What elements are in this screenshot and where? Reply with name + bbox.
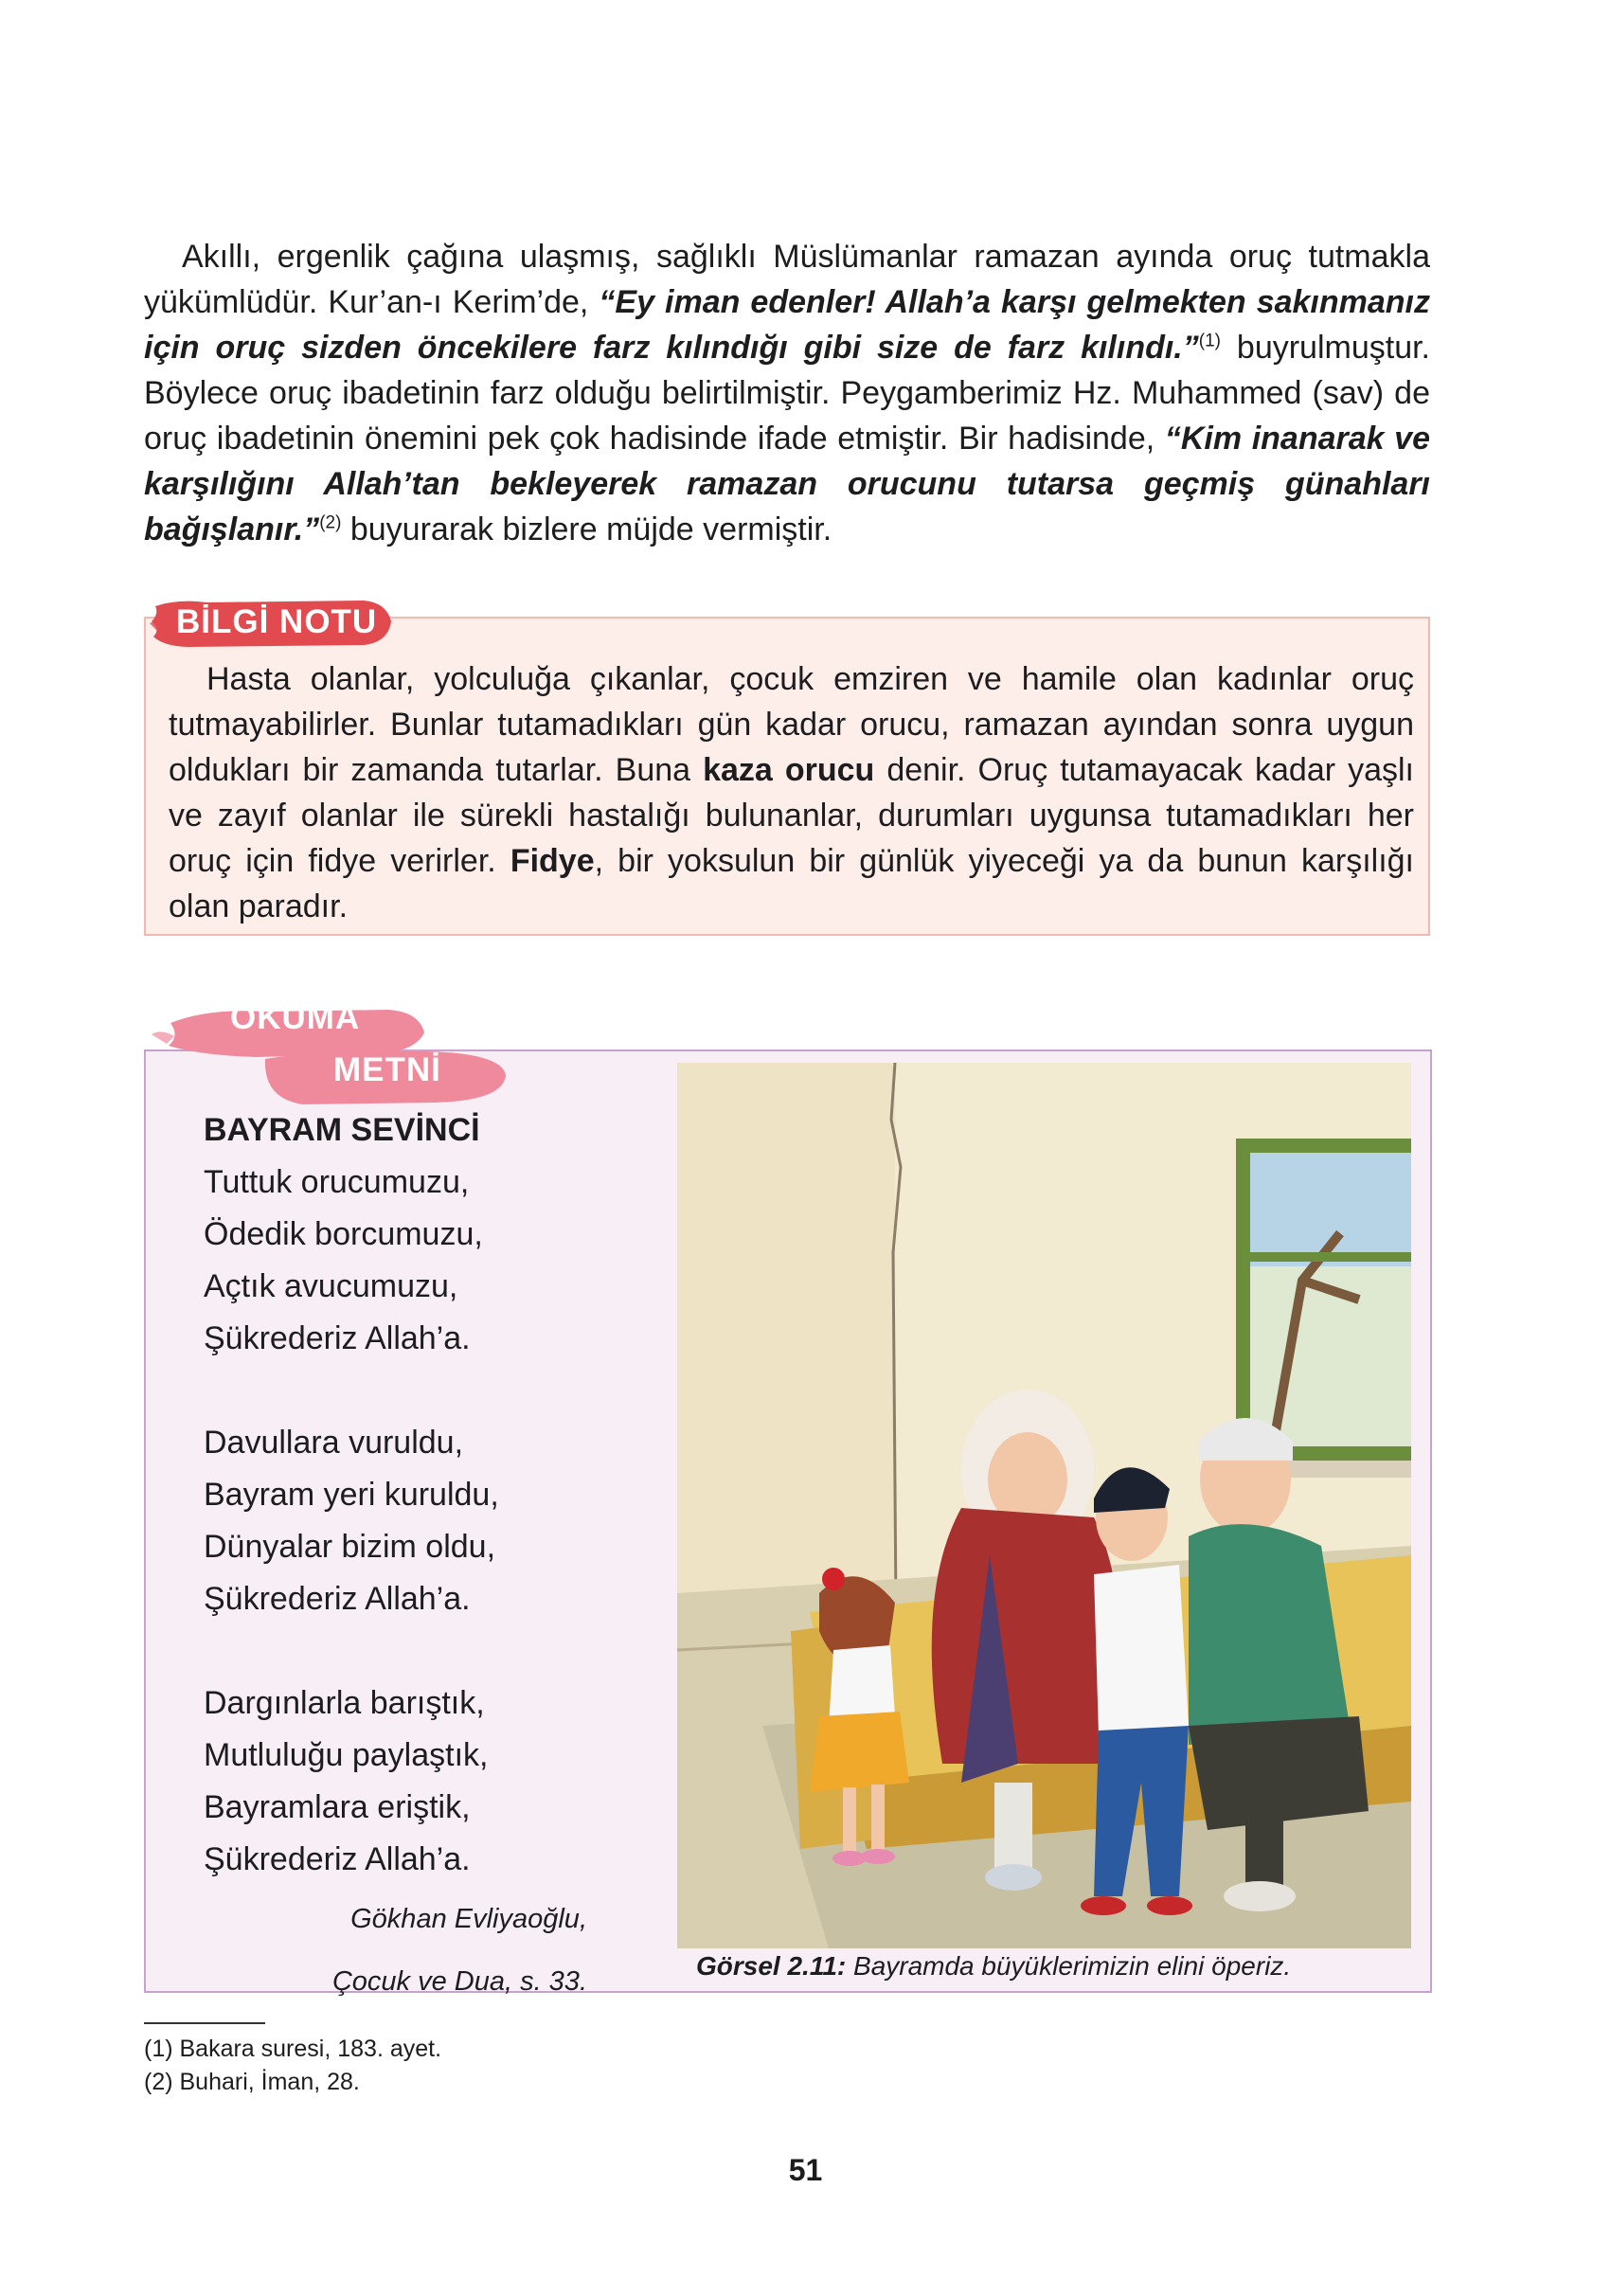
- ayet-quote: “Ey iman edenler! Allah’a karşı gelmekten sakınmanız için oruç sizden öncekilere farz kılındığı gibi size de farz kılındı.”: [144, 284, 1430, 366]
- caption-text: Bayramda büyüklerimizin elini öperiz.: [846, 1951, 1292, 1981]
- poem-line: Dünyalar bizim oldu,: [204, 1529, 496, 1565]
- family-illustration-icon: [677, 1063, 1411, 1948]
- poem-stanza-1: [204, 1157, 677, 1365]
- footnote-1: (1) Bakara suresi, 183. ayet.: [144, 2036, 442, 2062]
- footnote-ref-1[interactable]: (1): [1198, 331, 1221, 351]
- poem-line: Dargınlarla barıştık,: [204, 1685, 485, 1721]
- bilgi-notu-label: BİLGİ NOTU: [176, 603, 378, 640]
- poem-line: Şükrederiz Allah’a.: [204, 1320, 471, 1356]
- poem: [204, 1104, 677, 1938]
- poem-line: Açtık avucumuzu,: [204, 1268, 458, 1304]
- bilgi-text-3: , bir yoksulun bir günlük yiyeceği ya da bunun karşılığı olan paradır.: [169, 843, 1414, 924]
- poem-line: Davullara vuruldu,: [204, 1425, 464, 1461]
- okuma-metni-label-2: METNİ: [333, 1051, 441, 1088]
- footnote-ref-2[interactable]: (2): [319, 512, 342, 533]
- poem-source: Çocuk ve Dua, s. 33.: [331, 1966, 587, 1997]
- bilgi-text-1: Hasta olanlar, yolculuğa çıkanlar, çocuk emziren ve hamile olan kadınlar oruç tutmayabilirler. Bunlar tutamadıkları gün kadar orucu, ramazan ayından sonra uygun oldukları bir zamanda tutarlar. Buna: [169, 661, 1414, 788]
- poem-line: Bayramlara eriştik,: [204, 1789, 471, 1825]
- okuma-metni-label-1: OKUMA: [230, 999, 361, 1036]
- poem-line: Bayram yeri kuruldu,: [204, 1477, 499, 1513]
- poem-line: Mutluluğu paylaştık,: [204, 1737, 489, 1773]
- poem-stanza-2: [204, 1417, 677, 1625]
- poem-line: Şükrederiz Allah’a.: [204, 1581, 471, 1617]
- bilgi-text-2: denir. Oruç tutamayacak kadar yaşlı ve zayıf olanlar ile sürekli hastalığı bulunanlar, durumları uygunsa tutamadıkları her oruç için fidye verirler.: [169, 752, 1414, 879]
- poem-stanza-3: [204, 1677, 677, 1886]
- bilgi-notu-text: [169, 656, 1414, 929]
- footnote-divider: [144, 2022, 265, 2024]
- bayram-illustration: [677, 1063, 1411, 1948]
- poem-line: Ödedik borcumuzu,: [204, 1216, 483, 1252]
- poem-author: Gökhan Evliyaoğlu,: [350, 1904, 587, 1934]
- hadis-quote: “Kim inanarak ve karşılığını Allah’tan bekleyerek ramazan orucunu tutarsa geçmiş günahları bağışlanır.”: [144, 421, 1430, 547]
- term-kaza-orucu: kaza orucu: [703, 752, 875, 788]
- intro-paragraph: [144, 234, 1430, 552]
- poem-line: Şükrederiz Allah’a.: [204, 1841, 471, 1877]
- bilgi-notu-badge: [150, 595, 394, 650]
- intro-text-1: Akıllı, ergenlik çağına ulaşmış, sağlıklı Müslümanlar ramazan ayında oruç tutmakla yükümlüdür. Kur’an-ı Kerim’de,: [144, 239, 1430, 320]
- intro-text-2: buyrulmuştur. Böylece oruç ibadetinin farz olduğu belirtilmiştir. Peygamberimiz Hz. Muhammed (sav) de oruç ibadetinin önemini pek çok hadisinde ifade etmiştir. Bir hadisinde,: [144, 330, 1430, 457]
- intro-text-3: buyurarak bizlere müjde vermiştir.: [341, 511, 832, 547]
- poem-attribution: [284, 1888, 587, 2013]
- page-number: 51: [788, 2153, 823, 2187]
- caption-label: Görsel 2.11:: [696, 1951, 847, 1981]
- poem-line: Tuttuk orucumuzu,: [204, 1164, 470, 1200]
- term-fidye: Fidye: [510, 843, 595, 879]
- figure-caption: [696, 1951, 1416, 1982]
- footnote-2: (2) Buhari, İman, 28.: [144, 2069, 360, 2095]
- poem-title: BAYRAM SEVİNCİ: [204, 1112, 480, 1148]
